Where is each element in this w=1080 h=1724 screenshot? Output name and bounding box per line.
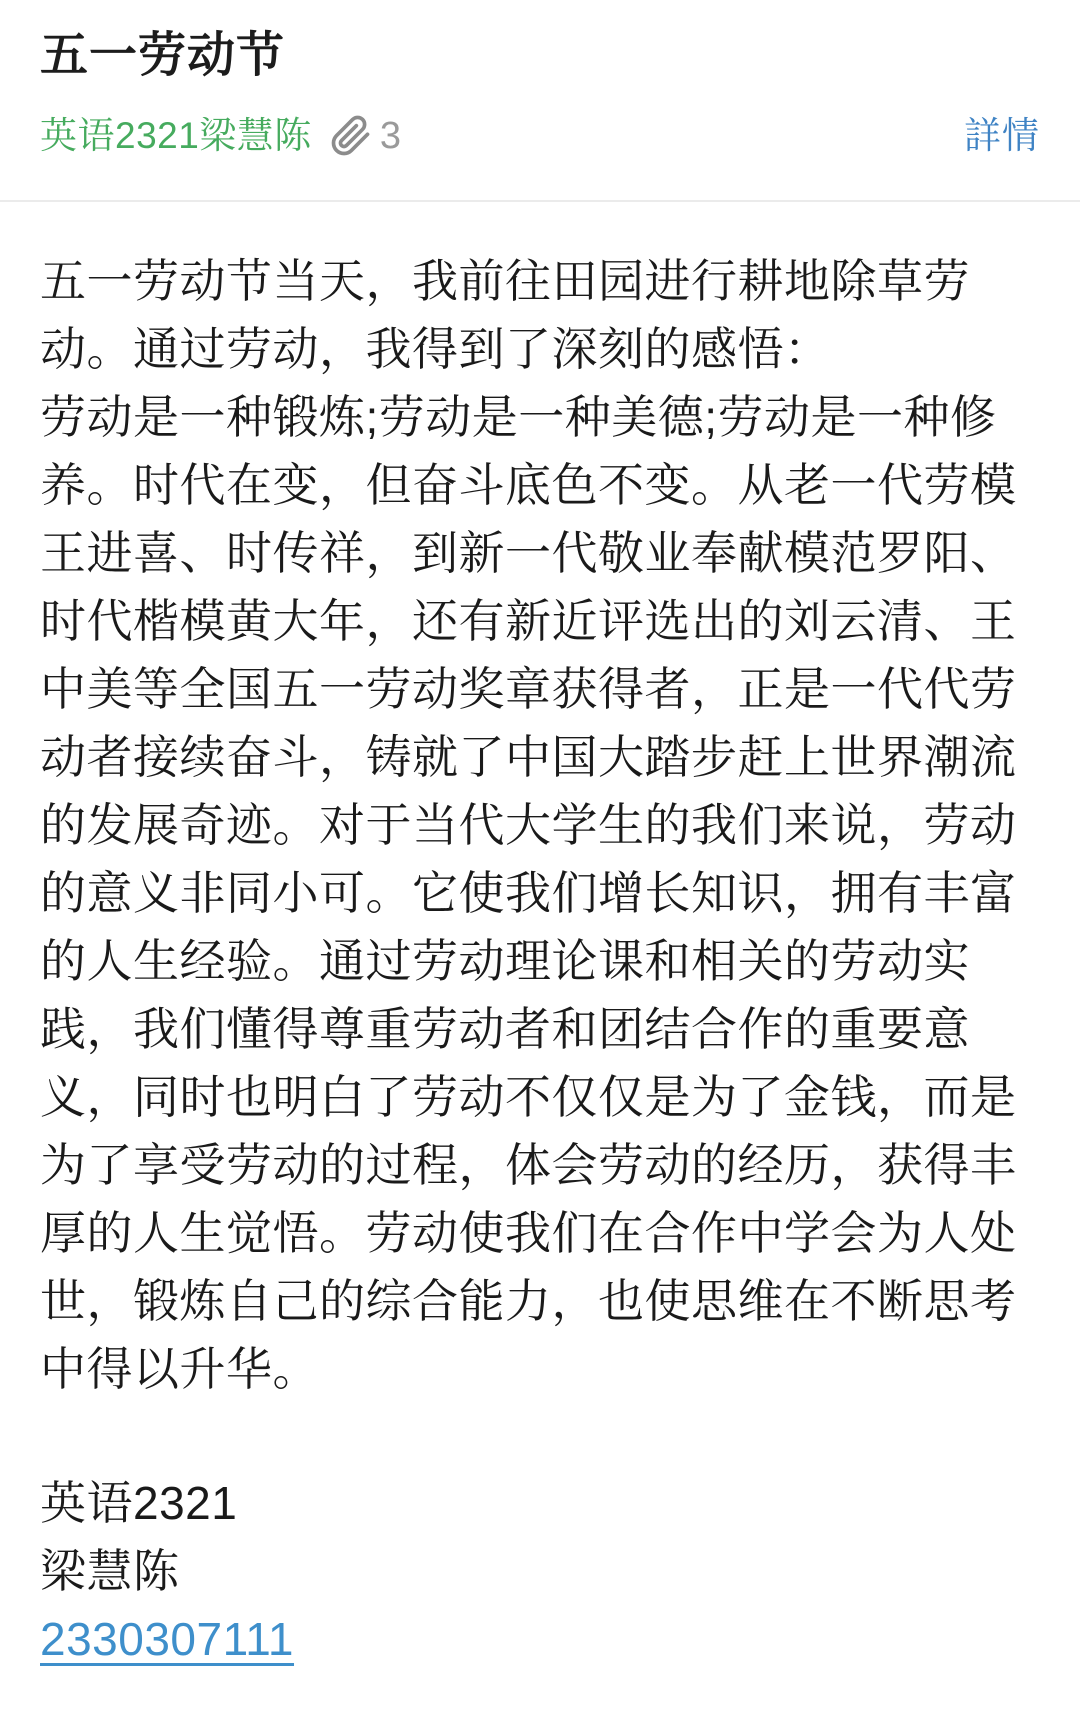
student-id-line [40,1605,1040,1673]
body-line: 五一劳动节当天，我前往田园进行耕地除草劳 [40,255,970,307]
body-line: 王进喜、时传祥，到新一代敬业奉献模范罗阳、 [40,527,1017,579]
body-line: 中美等全国五一劳动奖章获得者，正是一代代劳 [40,663,1017,715]
announcement-header [0,0,1080,200]
body-line: 世，锻炼自己的综合能力，也使思维在不断思考 [40,1275,1017,1327]
attachment-count: 3 [379,115,401,157]
attachment-indicator[interactable] [330,114,401,158]
body-line: 的发展奇迹。对于当代大学生的我们来说，劳动 [40,799,1017,851]
details-link[interactable]: 詳情 [964,115,1040,156]
paperclip-icon [330,115,372,157]
body-line: 的人生经验。通过劳动理论课和相关的劳动实 [40,935,970,987]
body-line: 动者接续奋斗，铸就了中国大踏步赶上世界潮流 [40,731,1017,783]
body-line: 义，同时也明白了劳动不仅仅是为了金钱，而是 [40,1071,1017,1123]
signature-class: 英语2321 [40,1477,238,1529]
body-line: 动。通过劳动，我得到了深刻的感悟： [40,323,831,375]
meta-row [40,112,1040,200]
body-line: 践，我们懂得尊重劳动者和团结合作的重要意 [40,1003,970,1055]
body-line: 为了享受劳动的过程，体会劳动的经历，获得丰 [40,1139,1017,1191]
body-line: 劳动是一种锻炼;劳动是一种美德;劳动是一种修 [40,391,997,443]
body-line: 时代楷模黄大年，还有新近评选出的刘云清、王 [40,595,1017,647]
announcement-body [0,202,1080,1673]
body-line: 的意义非同小可。它使我们增长知识，拥有丰富 [40,867,1017,919]
signature-block [40,1469,1040,1673]
signature-name: 梁慧陈 [40,1545,180,1597]
author-name[interactable]: 英语2321梁慧陈 [40,115,312,156]
meta-left [40,112,401,160]
student-id-link[interactable]: 2330307111 [40,1613,295,1665]
body-line: 厚的人生觉悟。劳动使我们在合作中学会为人处 [40,1207,1017,1259]
page-title: 五一劳动节 [40,29,286,82]
body-line: 中得以升华。 [40,1343,319,1395]
body-line: 养。时代在变，但奋斗底色不变。从老一代劳模 [40,459,1017,511]
